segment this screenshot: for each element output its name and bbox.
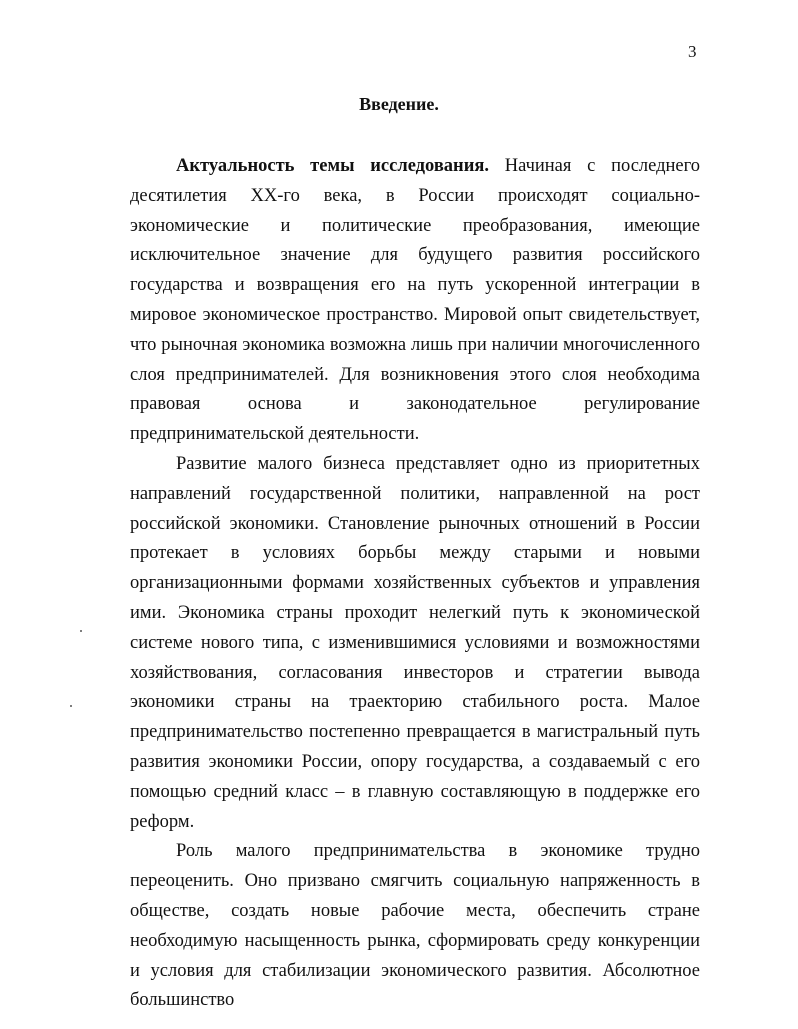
scan-speck [70,705,72,707]
scan-speck [80,630,82,632]
document-body [130,152,700,1016]
page-title: Введение. [359,94,439,114]
paragraph-text: Роль малого предпринимательства в экономике трудно переоценить. Оно призвано смягчить социальную напряженность в обществе, создать новые рабочие места, обеспечить стране необходимую насыщенность рынка, сформировать среду конкуренции и условия для стабилизации экономического развития. Абсолютное большинство [130,841,700,1011]
paragraph-text: Развитие малого бизнеса представляет одно из приоритетных направлений государственной политики, направленной на рост российской экономики. Становление рыночных отношений в России протекает в условиях борьбы между старыми и новыми организационными формами хозяйственных субъектов и управления ими. Экономика страны проходит нелегкий путь к экономической системе нового типа, с изменившимися условиями и возможностями хозяйствования, согласования инвесторов и стратегии вывода экономики страны на траекторию стабильного роста. Малое предпринимательство постепенно превращается в магистральный путь развития экономики России, опору государства, а создаваемый с его помощью средний класс – в главную составляющую в поддержке его реформ. [130,453,700,832]
paragraph-2 [130,450,700,837]
paragraph-1 [130,152,700,450]
page-number: 3 [688,42,697,61]
paragraph-text: Начиная с последнего десятилетия XX-го века, в России происходят социально-экономические и политические преобразования, имеющие исключительное значение для будущего развития российского государства и возвращения его на путь ускоренной интеграции в мировое экономическое пространство. Мировой опыт свидетельствует, что рыночная экономика возможна лишь при наличии многочисленного слоя предпринимателей. Для возникновения этого слоя необходима правовая основа и законодательное регулирование предпринимательской деятельности. [130,156,701,445]
paragraph-3 [130,837,700,1016]
paragraph-lead: Актуальность темы исследования. [176,156,490,176]
